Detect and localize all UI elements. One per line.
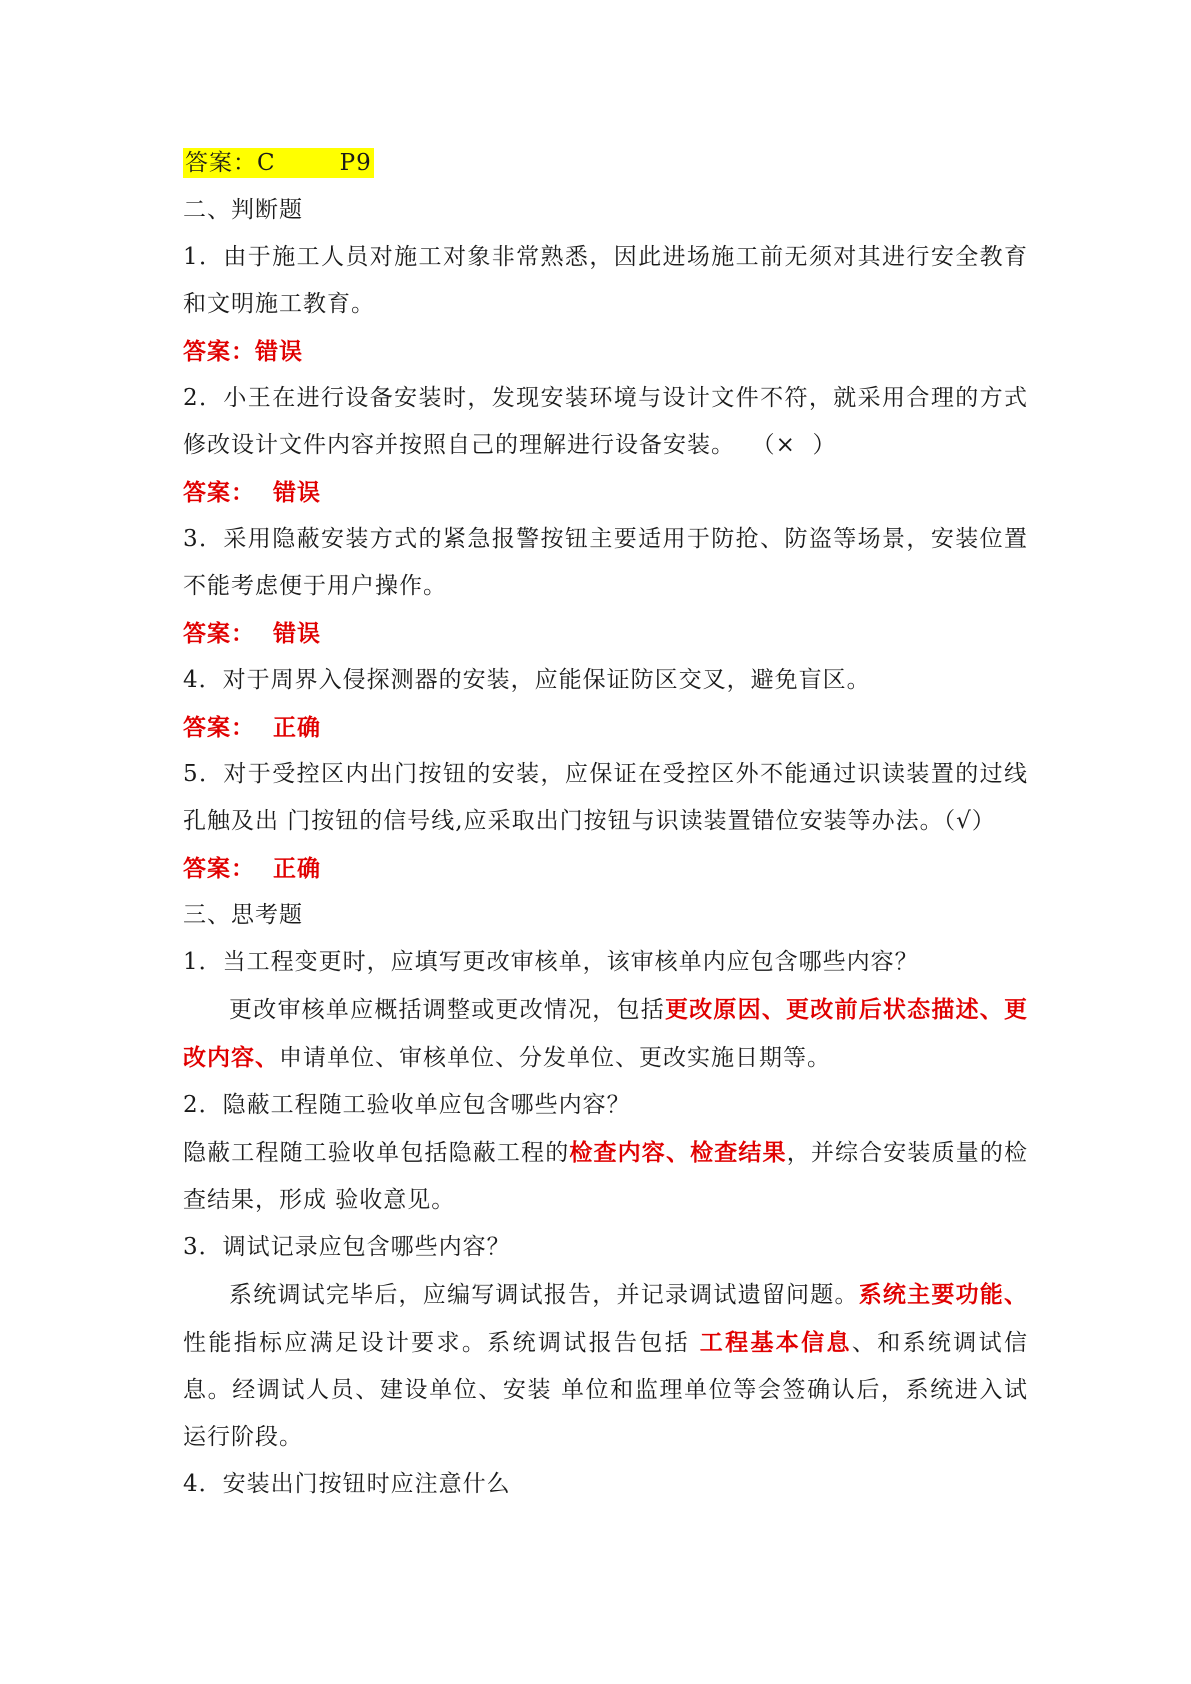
thinking-q2: 2．隐蔽工程随工验收单应包含哪些内容？: [183, 1092, 631, 1118]
answer-text: 性能指标应满足设计要求。系统调试报告包括: [183, 1330, 700, 1356]
thinking-q2-answer: [183, 1129, 1028, 1224]
judgment-q1-line2: 和文明施工教育。: [183, 291, 375, 317]
highlighted-answer: [183, 148, 374, 178]
answer-text: 隐蔽工程随工验收单包括隐蔽工程的: [183, 1140, 570, 1166]
judgment-q1-line1: 1．由于施工人员对施工对象非常熟悉，因此进场施工前无须对其进行安全教育: [183, 244, 1028, 270]
section-title-judgment: 二、判断题: [183, 197, 303, 223]
answer-text: 更改审核单应概括调整或更改情况，包括: [229, 997, 665, 1023]
answer-text: ，并综合安装质量的检查结果，形成 验收意见。: [183, 1140, 1029, 1213]
judgment-q4-answer: 答案： 正确: [183, 714, 322, 741]
document-body: [183, 140, 1028, 1508]
top-answer-line: [183, 140, 1028, 187]
answer-key-points: 工程基本信息: [699, 1329, 852, 1356]
answer-key-points: 检查内容、检查结果: [569, 1139, 787, 1166]
thinking-q1-answer: [183, 986, 1028, 1082]
thinking-q3: 3．调试记录应包含哪些内容？: [183, 1234, 511, 1260]
judgment-q3-line1: 3．采用隐蔽安装方式的紧急报警按钮主要适用于防抢、防盗等场景，安装位置: [183, 526, 1028, 552]
answer-text: 申请单位、审核单位、分发单位、更改实施日期等。: [279, 1045, 831, 1071]
thinking-q4: 4．安装出门按钮时应注意什么: [183, 1471, 511, 1497]
answer-key-points: 系统主要功能、: [858, 1281, 1028, 1308]
thinking-q1: 1．当工程变更时，应填写更改审核单，该审核单内应包含哪些内容？: [183, 949, 919, 975]
judgment-q5-answer: 答案： 正确: [183, 855, 322, 882]
section-title-thinking: 三、思考题: [183, 902, 303, 928]
judgment-q5-line1: 5．对于受控区内出门按钮的安装，应保证在受控区外不能通过识读装置的过线: [183, 761, 1028, 787]
judgment-q1-answer: 答案：错误: [183, 338, 303, 365]
answer-text: 系统调试完毕后，应编写调试报告，并记录调试遗留问题。: [229, 1282, 859, 1308]
answer-label: 答案：C: [185, 150, 276, 176]
judgment-q4: 4．对于周界入侵探测器的安装，应能保证防区交叉，避免盲区。: [183, 667, 871, 693]
judgment-q2-line2: 修改设计文件内容并按照自己的理解进行设备安装。 （× ）: [183, 432, 837, 458]
judgment-q3-answer: 答案： 错误: [183, 620, 322, 647]
judgment-q2-answer: 答案： 错误: [183, 479, 322, 506]
judgment-q5-line2: 孔触及出 门按钮的信号线,应采取出门按钮与识读装置错位安装等办法。（√）: [183, 808, 996, 834]
judgment-q2-line1: 2．小王在进行设备安装时，发现安装环境与设计文件不符，就采用合理的方式: [183, 385, 1028, 411]
answer-key-points: 更改原因、更改前后状态描述、更改内容、: [183, 996, 1028, 1071]
thinking-q3-answer: [183, 1271, 1028, 1461]
answer-text: 、和系统调试信息。经调试人员、建设单位、安装 单位和监理单位等会签确认后，系统进入试运行阶段。: [183, 1330, 1029, 1450]
judgment-q3-line2: 不能考虑便于用户操作。: [183, 573, 447, 599]
page-ref: P9: [339, 150, 372, 176]
